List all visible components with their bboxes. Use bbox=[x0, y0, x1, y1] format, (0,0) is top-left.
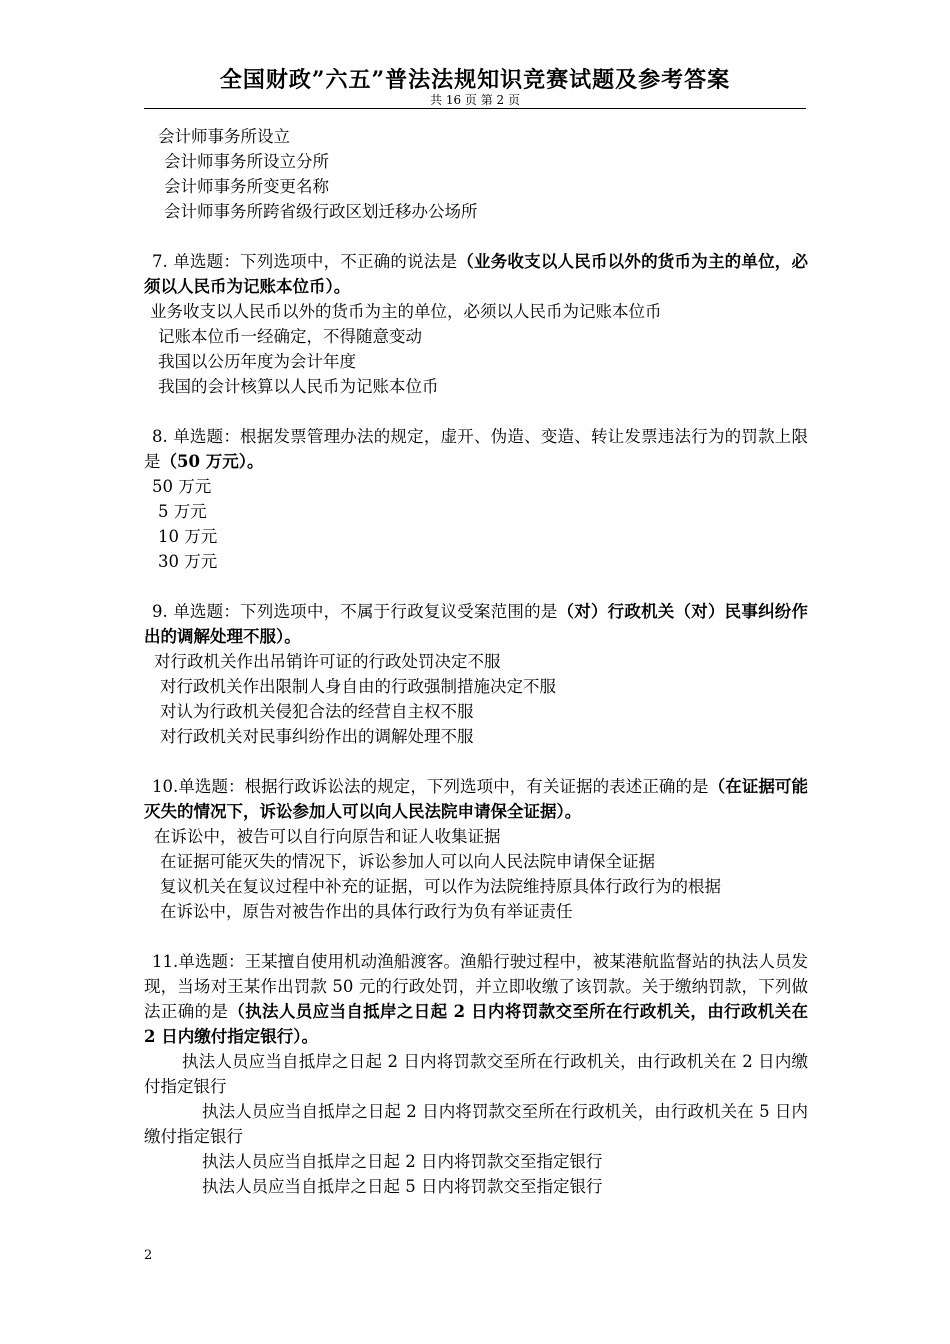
question-answer: （50 万元）。 bbox=[160, 452, 264, 471]
question-7 bbox=[144, 249, 808, 299]
document-body bbox=[144, 124, 808, 1199]
page-title: 全国财政”六五”普法法规知识竞赛试题及参考答案 bbox=[219, 67, 731, 93]
question-answer: （执法人员应当自抵岸之日起 2 日内将罚款交至所在行政机关，由行政机关在 2 日内缴付指定银行）。 bbox=[144, 1002, 808, 1046]
question-answer: （在证据可能灭失的情况下，诉讼参加人可以向人民法院申请保全证据）。 bbox=[144, 777, 809, 821]
option-item: 执法人员应当自抵岸之日起 2 日内将罚款交至所在行政机关，由行政机关在 5 日内缴付指定银行 bbox=[144, 1102, 808, 1146]
question-stem: 7. 单选题：下列选项中，不正确的说法是 bbox=[152, 252, 458, 271]
option-item: 会计师事务所设立分所 bbox=[164, 152, 329, 171]
option-item: 执法人员应当自抵岸之日起 5 日内将罚款交至指定银行 bbox=[202, 1177, 603, 1196]
option-item: 10 万元 bbox=[158, 527, 218, 546]
option-item: 会计师事务所设立 bbox=[158, 127, 290, 146]
question-8 bbox=[144, 424, 808, 474]
question-stem: 11.单选题：王某擅自使用机动渔船渡客。渔船行驶过程中，被某港航监督站的执法人员发现，当场对王某作出罚款 50 元的行政处罚，并立即收缴了该罚款。关于缴纳罚款，下列做法正确的是 bbox=[144, 952, 808, 1021]
option-item: 我国以公历年度为会计年度 bbox=[158, 352, 356, 371]
page-counter: 共 16 页 第 2 页 bbox=[430, 93, 520, 107]
option-item: 对行政机关对民事纠纷作出的调解处理不服 bbox=[160, 727, 474, 746]
option-item: 会计师事务所变更名称 bbox=[164, 177, 329, 196]
page-number: 2 bbox=[144, 1248, 153, 1263]
question-stem: 10.单选题：根据行政诉讼法的规定，下列选项中，有关证据的表述正确的是 bbox=[152, 777, 709, 796]
option-item: 对行政机关作出限制人身自由的行政强制措施决定不服 bbox=[160, 677, 556, 696]
option-item: 在诉讼中，原告对被告作出的具体行政行为负有举证责任 bbox=[160, 902, 573, 921]
question-11 bbox=[144, 949, 808, 1049]
question-answer: （业务收支以人民币以外的货币为主的单位，必须以人民币为记账本位币）。 bbox=[144, 252, 808, 296]
question-9 bbox=[144, 599, 808, 649]
option-item: 在诉讼中，被告可以自行向原告和证人收集证据 bbox=[154, 827, 501, 846]
option-item: 对认为行政机关侵犯合法的经营自主权不服 bbox=[160, 702, 474, 721]
option-item: 业务收支以人民币以外的货币为主的单位，必须以人民币为记账本位币 bbox=[150, 302, 662, 321]
option-item: 记账本位币一经确定，不得随意变动 bbox=[158, 327, 422, 346]
option-item: 50 万元 bbox=[152, 477, 212, 496]
option-item: 在证据可能灭失的情况下，诉讼参加人可以向人民法院申请保全证据 bbox=[160, 852, 655, 871]
option-item: 30 万元 bbox=[158, 552, 218, 571]
option-item: 执法人员应当自抵岸之日起 2 日内将罚款交至指定银行 bbox=[202, 1152, 603, 1171]
question-stem: 8. 单选题：根据发票管理办法的规定，虚开、伪造、变造、转让发票违法行为的罚款上限是 bbox=[144, 427, 808, 471]
header-rule bbox=[144, 108, 806, 109]
option-item: 5 万元 bbox=[158, 502, 207, 521]
option-item: 对行政机关作出吊销许可证的行政处罚决定不服 bbox=[154, 652, 501, 671]
question-10 bbox=[144, 774, 808, 824]
option-item: 会计师事务所跨省级行政区划迁移办公场所 bbox=[164, 202, 478, 221]
option-item: 执法人员应当自抵岸之日起 2 日内将罚款交至所在行政机关，由行政机关在 2 日内缴付指定银行 bbox=[144, 1052, 808, 1096]
option-item: 我国的会计核算以人民币为记账本位币 bbox=[158, 377, 439, 396]
question-stem: 9. 单选题：下列选项中，不属于行政复议受案范围的是 bbox=[152, 602, 558, 621]
question-answer: （对）行政机关（对）民事纠纷作出的调解处理不服）。 bbox=[144, 602, 808, 646]
option-item: 复议机关在复议过程中补充的证据，可以作为法院维持原具体行政行为的根据 bbox=[160, 877, 721, 896]
